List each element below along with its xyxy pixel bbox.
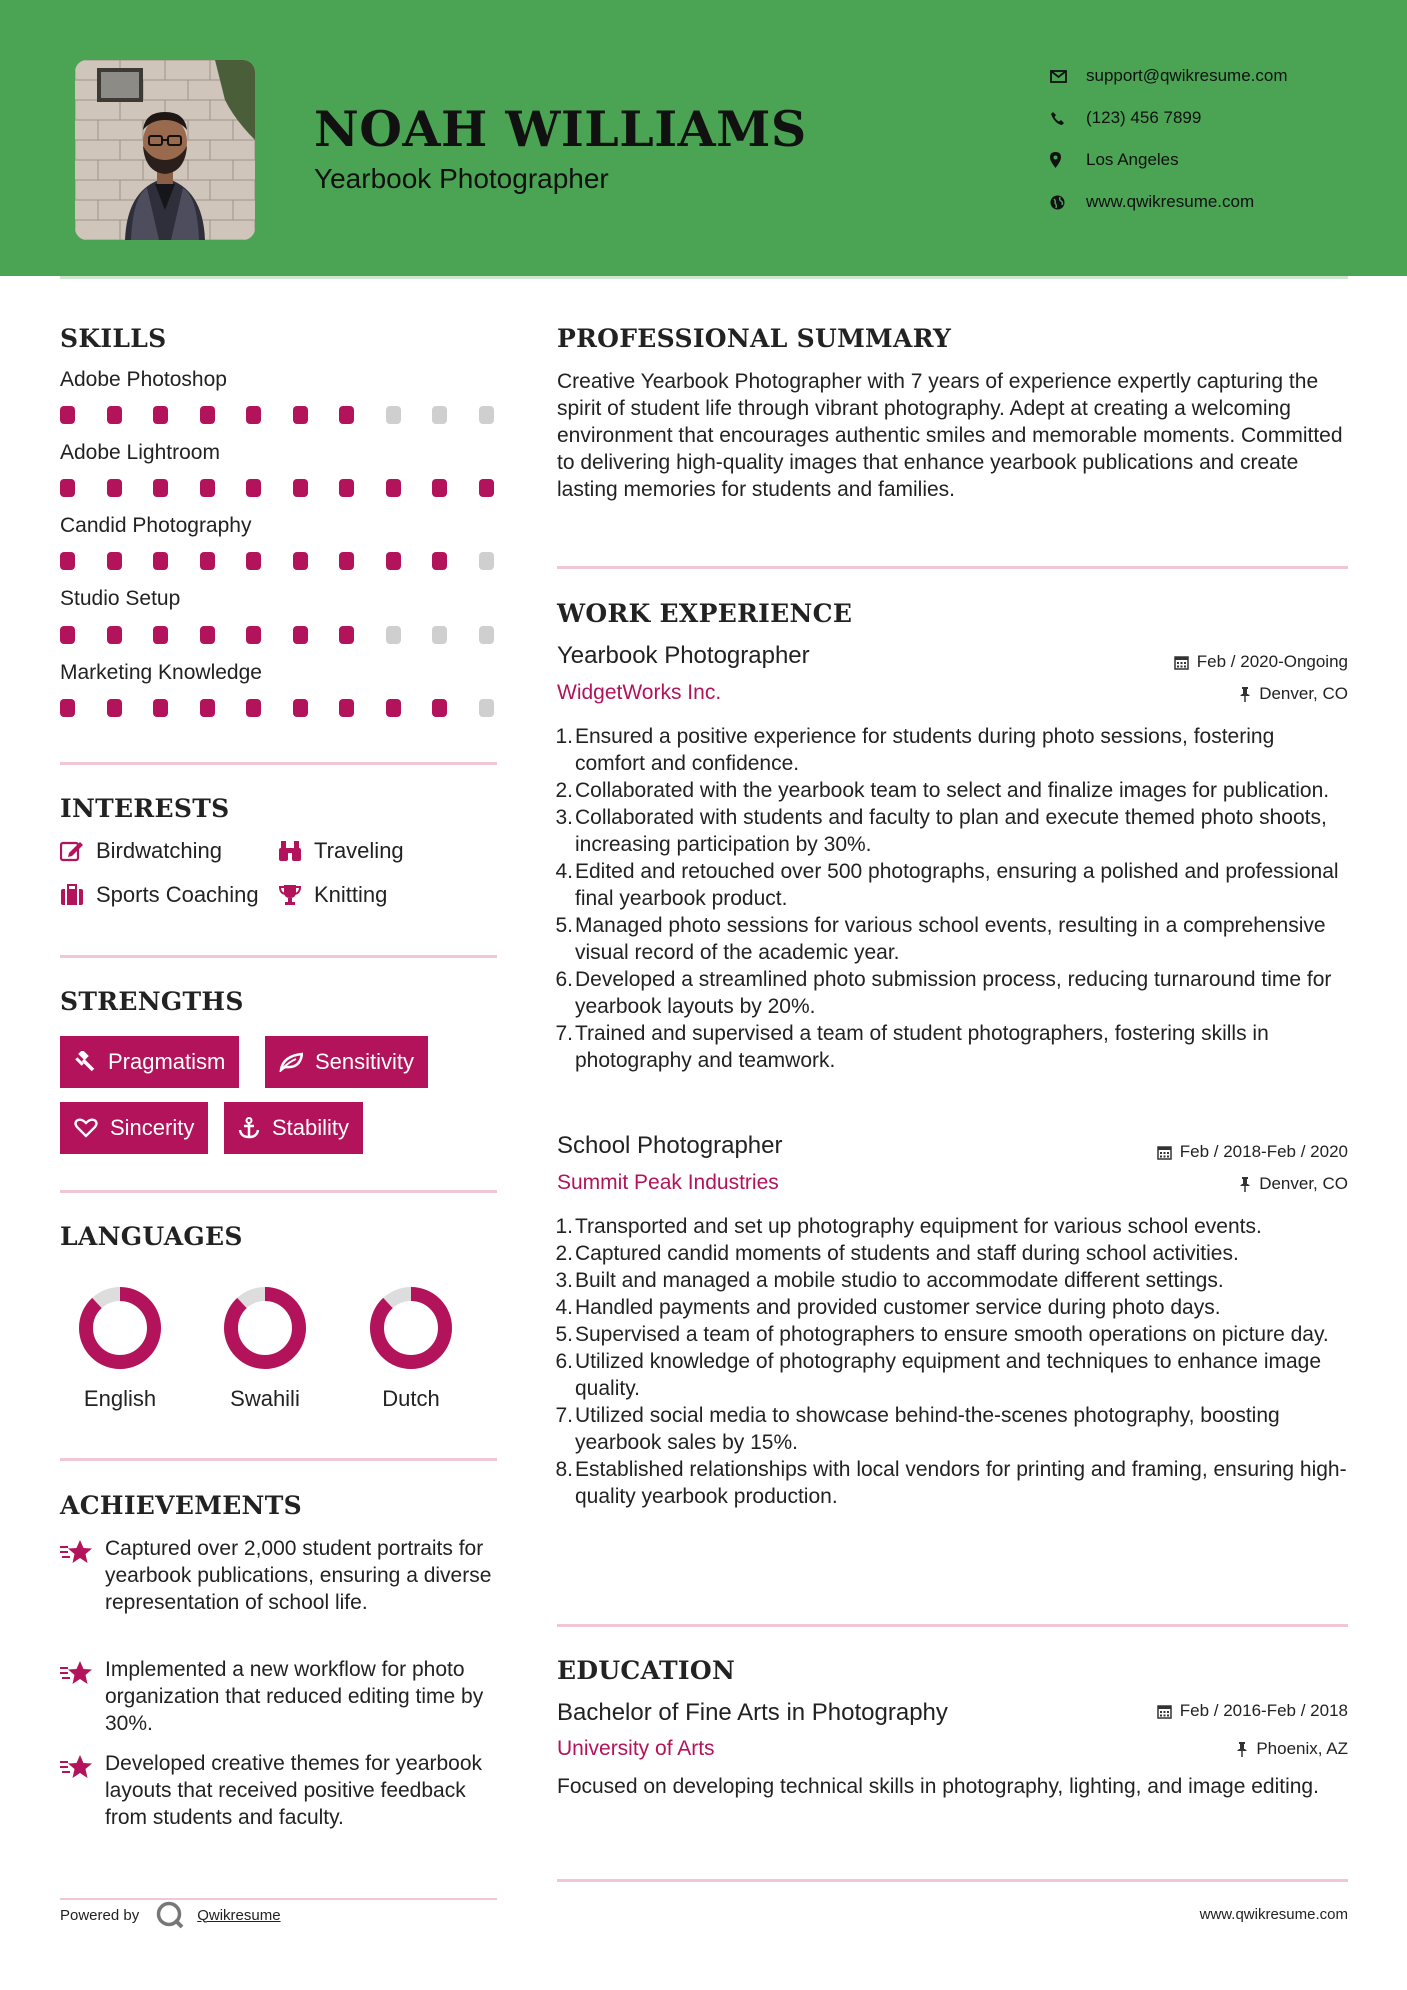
job-dates — [1174, 652, 1348, 672]
achievement-text: Implemented a new workflow for photo organization that reduced editing time by 30%. — [105, 1658, 484, 1735]
skill-dot-filled — [153, 552, 168, 570]
language-label: English — [83, 1386, 157, 1411]
section-divider — [60, 955, 497, 958]
star-icon — [60, 1754, 94, 1787]
achievement-text: Developed creative themes for yearbook layouts that received positive feedback from students and faculty. — [105, 1752, 483, 1829]
bullet-text: Edited and retouched over 500 photographs, ensuring a polished and professional final yearbook product. — [575, 860, 1339, 910]
strength-label: Stability — [272, 1115, 350, 1140]
interest-label: Sports Coaching — [96, 882, 259, 907]
summary-text: Creative Yearbook Photographer with 7 years of experience expertly capturing the spirit of student life through vibrant photography. Adept at creating a welcoming environment that encourages authentic smiles and memorable moments. Committed to delivering high-quality images that enhance yearbook publications and create lasting memories for students and families. — [557, 370, 1343, 501]
bullet-item — [557, 1020, 1347, 1074]
strength-label: Pragmatism — [108, 1049, 226, 1074]
skill-rating — [60, 626, 497, 644]
skill-dot-empty — [479, 552, 494, 570]
contact-website — [1050, 181, 1288, 223]
skill-dot-filled — [107, 699, 122, 717]
language-label: Dutch — [382, 1386, 440, 1411]
skill-dot-filled — [153, 479, 168, 497]
interest-item — [278, 882, 387, 908]
job-company: Summit Peak Industries — [557, 1171, 779, 1194]
interest-label: Traveling — [314, 838, 404, 863]
interest-item — [278, 838, 404, 864]
skill-dot-filled — [200, 626, 215, 644]
language-label: Swahili — [230, 1386, 300, 1411]
bullet-number: 6. — [555, 968, 573, 991]
skill-dot-filled — [386, 479, 401, 497]
skill-dot-filled — [386, 699, 401, 717]
profile-photo — [75, 60, 255, 240]
skill-dot-empty — [432, 406, 447, 424]
strength-badge — [265, 1036, 428, 1088]
bullet-item — [557, 723, 1347, 777]
bullet-number: 2. — [555, 779, 573, 802]
donut-fill — [231, 1294, 299, 1362]
map-marker-icon — [1050, 152, 1086, 168]
bullet-item — [557, 1294, 1347, 1321]
job-location — [1239, 684, 1348, 704]
interests-heading: INTERESTS — [60, 794, 230, 823]
skill-dot-filled — [246, 406, 261, 424]
pin-icon — [1239, 687, 1251, 702]
bullet-text: Managed photo sessions for various school events, resulting in a comprehensive visual record of the academic year. — [575, 914, 1326, 964]
skill-dot-empty — [479, 626, 494, 644]
candidate-title: Yearbook Photographer — [314, 163, 609, 194]
bullet-item — [557, 1456, 1347, 1510]
edit-icon — [60, 840, 96, 862]
bullet-number: 5. — [555, 1323, 573, 1346]
pin-icon — [1236, 1742, 1248, 1757]
skill-dot-filled — [200, 406, 215, 424]
job-dates-text: Feb / 2020-Ongoing — [1196, 652, 1348, 671]
heart-icon — [74, 1118, 98, 1138]
skill-dot-filled — [60, 479, 75, 497]
skill-dot-filled — [107, 626, 122, 644]
interest-item — [60, 882, 259, 908]
header-banner — [0, 0, 1407, 276]
briefcase-icon — [60, 884, 96, 906]
achievement-item — [60, 1656, 500, 1740]
bullet-text: Established relationships with local vendors for printing and framing, ensuring high-quality yearbook production. — [575, 1458, 1347, 1508]
bullet-text: Collaborated with the yearbook team to select and finalize images for publication. — [575, 779, 1330, 802]
job-dates-text: Feb / 2018-Feb / 2020 — [1179, 1142, 1348, 1161]
skill-dot-filled — [339, 699, 354, 717]
bullet-number: 6. — [555, 1350, 573, 1373]
skill-dot-filled — [107, 406, 122, 424]
bullet-number: 8. — [555, 1458, 573, 1481]
skill-dot-filled — [60, 406, 75, 424]
skill-dot-filled — [293, 699, 308, 717]
job-title: Yearbook Photographer — [557, 642, 810, 669]
skill-dot-filled — [60, 626, 75, 644]
bullet-number: 7. — [555, 1404, 573, 1427]
skill-dot-filled — [339, 479, 354, 497]
skill-name: Adobe Lightroom — [60, 441, 220, 464]
bullet-number: 1. — [555, 725, 573, 748]
bullet-text: Developed a streamlined photo submission process, reducing turnaround time for yearbook layouts by 20%. — [575, 968, 1332, 1018]
section-divider — [60, 1190, 497, 1193]
globe-icon — [1050, 195, 1086, 210]
bullet-number: 4. — [555, 1296, 573, 1319]
strength-label: Sincerity — [110, 1115, 195, 1140]
skill-dot-filled — [293, 552, 308, 570]
bullet-item — [557, 1348, 1347, 1402]
skill-dot-filled — [200, 699, 215, 717]
skill-dot-filled — [432, 552, 447, 570]
achievement-text: Captured over 2,000 student portraits for yearbook publications, ensuring a diverse representation of school life. — [105, 1537, 492, 1614]
skill-dot-filled — [386, 552, 401, 570]
bullet-item — [557, 804, 1347, 858]
skill-dot-filled — [293, 406, 308, 424]
anchor-icon — [238, 1117, 260, 1139]
skill-dot-filled — [153, 406, 168, 424]
bullet-number: 1. — [555, 1215, 573, 1238]
achievement-item — [60, 1535, 500, 1645]
job-location — [1239, 1174, 1348, 1194]
skill-rating — [60, 699, 497, 717]
skill-dot-filled — [153, 699, 168, 717]
language-donut — [361, 1278, 461, 1378]
qwikresume-link[interactable]: Qwikresume — [197, 1906, 281, 1924]
skill-dot-empty — [432, 626, 447, 644]
skill-dot-empty — [479, 699, 494, 717]
bullet-text: Utilized knowledge of photography equipment and techniques to enhance image quality. — [575, 1350, 1322, 1400]
skill-dot-empty — [479, 406, 494, 424]
bullet-item — [557, 1240, 1347, 1267]
job-location-text: Denver, CO — [1259, 684, 1348, 703]
interest-label: Knitting — [314, 882, 388, 907]
contact-location — [1050, 139, 1288, 181]
skill-dot-filled — [246, 699, 261, 717]
bullet-item — [557, 1267, 1347, 1294]
bullet-text: Built and managed a mobile studio to accommodate different settings. — [575, 1269, 1224, 1292]
job-company: WidgetWorks Inc. — [557, 681, 722, 704]
experience-heading: WORK EXPERIENCE — [557, 599, 853, 628]
calendar-icon — [1174, 655, 1189, 670]
skill-dot-filled — [432, 699, 447, 717]
contact-list — [1050, 55, 1288, 223]
bullet-text: Collaborated with students and faculty to plan and execute themed photo shoots, increasing participation by 30%. — [575, 806, 1327, 856]
header-divider — [60, 276, 1348, 279]
contact-email — [1050, 55, 1288, 97]
skill-dot-filled — [339, 406, 354, 424]
section-divider — [60, 762, 497, 765]
email-text[interactable]: support@qwikresume.com — [1086, 66, 1288, 85]
star-icon — [60, 1539, 94, 1572]
bullet-item — [557, 858, 1347, 912]
contact-phone — [1050, 97, 1288, 139]
education-location — [1236, 1739, 1348, 1759]
language-donut — [215, 1278, 315, 1378]
candidate-name: NOAH WILLIAMS — [314, 100, 807, 158]
skill-dot-filled — [200, 479, 215, 497]
skill-dot-filled — [200, 552, 215, 570]
pin-icon — [1239, 1177, 1251, 1192]
skill-dot-filled — [153, 626, 168, 644]
skill-dot-filled — [107, 479, 122, 497]
skill-name: Candid Photography — [60, 514, 252, 537]
bullet-number: 3. — [555, 806, 573, 829]
strength-badge — [60, 1102, 208, 1154]
skill-dot-filled — [246, 552, 261, 570]
qwikresume-logo-icon — [155, 1900, 185, 1930]
trophy-icon — [278, 884, 314, 906]
job-dates — [1157, 1142, 1348, 1162]
education-location-text: Phoenix, AZ — [1256, 1739, 1348, 1758]
powered-by-label: Powered by — [60, 1906, 140, 1924]
bullet-text: Ensured a positive experience for students during photo sessions, fostering comfort and confidence. — [575, 725, 1275, 775]
skill-name: Adobe Photoshop — [60, 368, 227, 391]
skill-dot-empty — [386, 406, 401, 424]
calendar-icon — [1157, 1704, 1172, 1719]
bullet-item — [557, 966, 1347, 1020]
phone-text[interactable]: (123) 456 7899 — [1086, 108, 1202, 127]
gavel-icon — [74, 1051, 96, 1073]
bullet-number: 2. — [555, 1242, 573, 1265]
strength-badge — [224, 1102, 363, 1154]
job-bullets — [557, 1213, 1347, 1510]
skill-dot-filled — [246, 479, 261, 497]
footer-website[interactable]: www.qwikresume.com — [1199, 1906, 1348, 1923]
skill-dot-filled — [107, 552, 122, 570]
section-divider — [60, 1458, 497, 1461]
skill-dot-filled — [60, 552, 75, 570]
achievement-item — [60, 1750, 500, 1860]
skill-dot-filled — [60, 699, 75, 717]
skill-dot-filled — [339, 552, 354, 570]
skill-rating — [60, 406, 497, 424]
education-school: University of Arts — [557, 1737, 715, 1760]
bullet-text: Captured candid moments of students and staff during school activities. — [575, 1242, 1239, 1265]
skill-dot-filled — [339, 626, 354, 644]
skill-rating — [60, 479, 497, 497]
bullet-item — [557, 912, 1347, 966]
bullet-text: Supervised a team of photographers to ensure smooth operations on picture day. — [575, 1323, 1329, 1346]
skill-dot-empty — [386, 626, 401, 644]
envelope-icon — [1050, 70, 1086, 83]
section-divider — [557, 1624, 1348, 1627]
calendar-icon — [1157, 1145, 1172, 1160]
strength-label: Sensitivity — [315, 1049, 415, 1074]
bullet-text: Trained and supervised a team of student photographers, fostering skills in photography and teamwork. — [575, 1022, 1269, 1072]
strength-badge — [60, 1036, 239, 1088]
donut-fill — [377, 1294, 445, 1362]
bullet-text: Transported and set up photography equipment for various school events. — [575, 1215, 1262, 1238]
binoculars-icon — [278, 840, 314, 862]
bullet-item — [557, 1213, 1347, 1240]
bullet-number: 5. — [555, 914, 573, 937]
interest-label: Birdwatching — [96, 838, 222, 863]
leaf-icon — [279, 1052, 303, 1072]
bullet-number: 7. — [555, 1022, 573, 1045]
languages-heading: LANGUAGES — [60, 1222, 243, 1251]
job-bullets — [557, 723, 1347, 1074]
skill-name: Studio Setup — [60, 587, 181, 610]
skill-dot-filled — [293, 479, 308, 497]
skill-rating — [60, 552, 497, 570]
education-dates-text: Feb / 2016-Feb / 2018 — [1179, 1701, 1348, 1720]
website-text[interactable]: www.qwikresume.com — [1086, 192, 1255, 211]
bullet-item — [557, 777, 1347, 804]
bullet-text: Handled payments and provided customer service during photo days. — [575, 1296, 1221, 1319]
bullet-number: 4. — [555, 860, 573, 883]
skill-dot-filled — [246, 626, 261, 644]
bullet-item — [557, 1402, 1347, 1456]
education-description: Focused on developing technical skills in photography, lighting, and image editing. — [557, 1775, 1319, 1798]
skill-name: Marketing Knowledge — [60, 661, 262, 684]
achievements-heading: ACHIEVEMENTS — [60, 1491, 302, 1520]
section-divider — [557, 1879, 1348, 1882]
language-donut — [70, 1278, 170, 1378]
bullet-number: 3. — [555, 1269, 573, 1292]
donut-fill — [86, 1294, 154, 1362]
job-title: School Photographer — [557, 1132, 783, 1159]
location-text: Los Angeles — [1086, 150, 1179, 169]
interest-item — [60, 838, 222, 864]
skill-dot-filled — [479, 479, 494, 497]
star-icon — [60, 1660, 94, 1693]
section-divider — [557, 566, 1348, 569]
bullet-text: Utilized social media to showcase behind-the-scenes photography, boosting yearbook sales by 15%. — [575, 1404, 1280, 1454]
job-location-text: Denver, CO — [1259, 1174, 1348, 1193]
skill-dot-filled — [432, 479, 447, 497]
summary-heading: PROFESSIONAL SUMMARY — [557, 324, 952, 353]
phone-icon — [1050, 111, 1086, 126]
education-degree: Bachelor of Fine Arts in Photography — [557, 1699, 948, 1726]
skills-heading: SKILLS — [60, 324, 167, 353]
education-dates — [1157, 1701, 1348, 1721]
powered-by — [60, 1900, 281, 1930]
strengths-heading: STRENGTHS — [60, 987, 244, 1016]
bullet-item — [557, 1321, 1347, 1348]
skill-dot-filled — [293, 626, 308, 644]
education-heading: EDUCATION — [557, 1656, 736, 1685]
